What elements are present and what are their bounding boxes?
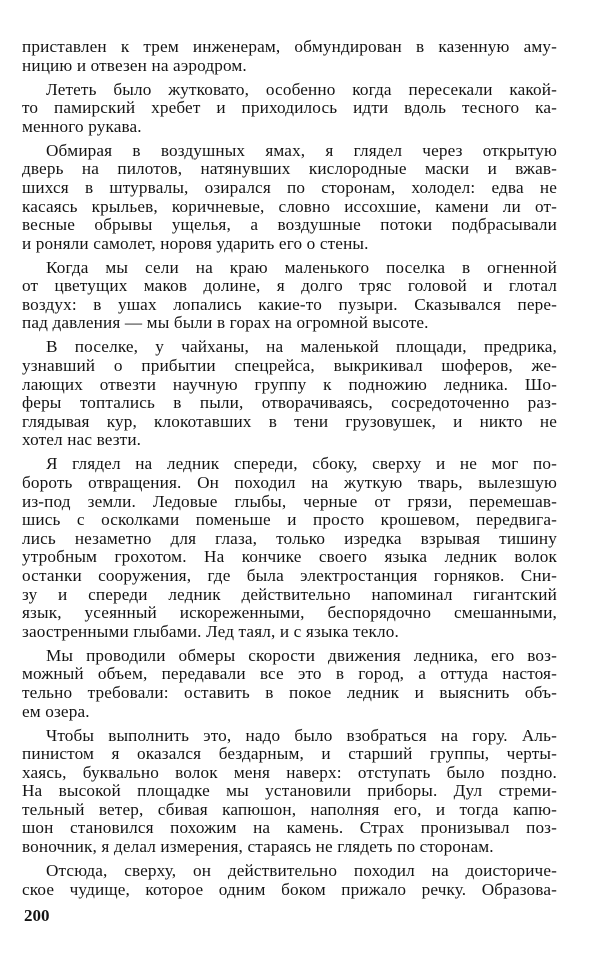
text-line: можный объем, передавали все это в город, а оттуда настоя- [22,664,557,684]
text-line: Чтобы выполнить это, надо было взобраться на гору. Аль- [46,725,557,745]
text-line: хотел нас везти. [22,430,142,450]
text-line: весные обрывы ущелья, а воздушные потоки подбрасывали [22,215,557,235]
text-line: останки сооружения, где была электростанция горняков. Сни- [22,565,557,585]
text-line: Когда мы сели на краю маленького поселка в огненной [46,257,557,277]
text-line: заостренными глыбами. Лед таял, и с языка текло. [22,621,399,641]
text-line: Мы проводили обмеры скорости движения ледника, его воз- [46,645,557,665]
text-line: пад давления — мы были в горах на огромной высоте. [22,313,429,333]
text-line: лись незаметно для глаза, только изредка взрывая тишину [22,528,557,548]
page-number: 200 [24,906,50,925]
text-line: пинистом я оказался бездарным, и старший группы, черты- [22,744,557,764]
page-text-body [22,38,557,905]
text-line: ское чудище, которое одним боком прижало речку. Образова- [22,879,557,899]
paragraph [22,647,557,721]
paragraph [22,455,557,641]
text-line: менного рукава. [22,116,142,136]
paragraph [22,259,557,333]
text-line: и роняли самолет, норовя ударить его о стены. [22,233,369,253]
text-line: На высокой площадке мы установили приборы. Дул стреми- [22,781,557,801]
paragraph [22,142,557,254]
text-line: узнавший о прибытии спецрейса, выкрикивал шоферов, же- [22,356,557,376]
text-line: шон становился похожим на камень. Страх пронизывал поз- [22,818,557,838]
paragraph [22,38,557,75]
text-line: ем озера. [22,701,90,721]
text-line: от цветущих маков долине, я долго тряс головой и глотал [22,276,557,296]
text-line: воздух: в ушах лопались какие-то пузыри. Сказывался пере- [22,294,557,314]
text-line: В поселке, у чайханы, на маленькой площади, предрика, [46,337,557,357]
text-line: Лететь было жутковато, особенно когда пересекали какой- [46,79,557,99]
paragraph [22,338,557,450]
paragraph [22,81,557,137]
text-line: шись с осколками поменьше и просто крошевом, передвига- [22,510,557,530]
text-line: дверь на пилотов, натянувших кислородные маски и вжав- [22,159,557,179]
text-line: приставлен к трем инженерам, обмундирован в казенную аму- [22,37,557,56]
text-line: Я глядел на ледник спереди, сбоку, сверху и не мог по- [46,454,557,474]
text-line: тельно требовали: оставить в покое ледник и выяснить объ- [22,682,557,702]
text-line: воночник, я делал измерения, стараясь не глядеть по сторонам. [22,837,494,857]
text-line: Отсюда, сверху, он действительно походил на доисториче- [46,861,557,881]
paragraph [22,862,557,899]
text-line: хаясь, буквально волок меня наверх: отступать было поздно. [22,762,557,782]
text-line: из-под земли. Ледовые глыбы, черные от грязи, перемешав- [22,491,557,511]
text-line: бороть отвращения. Он походил на жуткую тварь, вылезшую [22,473,557,493]
text-line: феры топтались в пыли, отворачиваясь, сосредоточенно раз- [22,393,557,413]
text-line: касаясь крыльев, коричневые, словно иссохшие, камени ли от- [22,196,557,216]
text-line: шихся в штурвалы, озирался по сторонам, холодел: едва не [22,177,557,197]
text-line: тельный ветер, сбивая капюшон, наполняя его, и тогда капю- [22,799,557,819]
text-line: то памирский хребет и приходилось идти вдоль тесного ка- [22,98,557,118]
text-line: утробным грохотом. На кончике своего языка ледник волок [22,547,557,567]
text-line: зу и спереди ледник действительно напоминал гигантский [22,584,557,604]
paragraph [22,727,557,857]
text-line: лающих отвезти научную группу к подножию ледника. Шо- [22,374,557,394]
text-line: ницию и отвезен на аэродром. [22,55,247,75]
text-line: Обмирая в воздушных ямах, я глядел через открытую [46,140,557,160]
text-line: язык, усеянный искореженными, беспорядочно смешанными, [22,603,557,623]
text-line: глядывая кур, клокотавших в тени грузовушек, и никто не [22,411,557,431]
